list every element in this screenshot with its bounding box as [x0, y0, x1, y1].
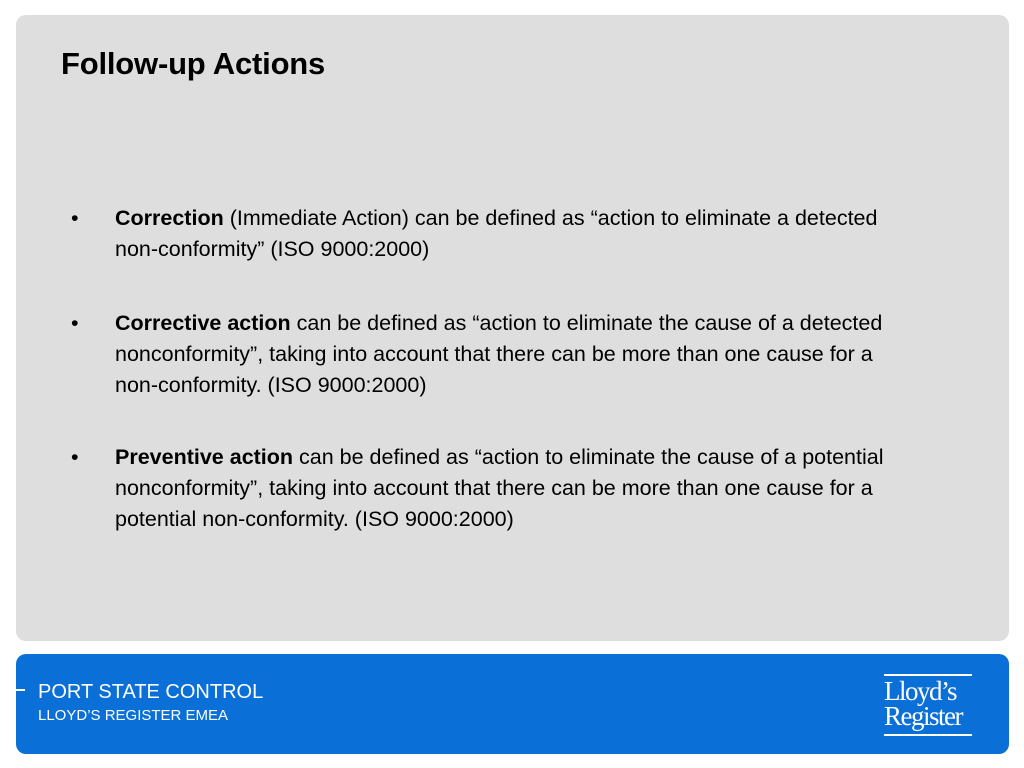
logo-line-1: Lloyd’s [884, 676, 957, 706]
bullet-text: can be defined as “action to eliminate the cause of a potential nonconformity”, taking into account that there can be more than one cause for a potential non-conformity. (ISO 9000:2000) [115, 445, 884, 531]
lloyds-register-logo [880, 672, 978, 738]
logo-line-2: Register [884, 701, 962, 731]
bullet-item-corrective-action [71, 308, 921, 401]
bullet-list [71, 203, 921, 578]
bullet-term: Preventive action [115, 445, 294, 469]
bullet-marker: • [71, 206, 79, 230]
bullet-item-preventive-action [71, 442, 921, 535]
bullet-text: can be defined as “action to eliminate the cause of a detected nonconformity”, taking into account that there can be more than one cause for a non-conformity. (ISO 9000:2000) [115, 311, 883, 397]
footer-subtitle: LLOYD’S REGISTER EMEA [38, 707, 229, 724]
footer-dash-decoration [15, 689, 25, 691]
bullet-marker: • [71, 311, 79, 335]
logo-rule-bottom [884, 734, 972, 736]
bullet-text: (Immediate Action) can be defined as “action to eliminate a detected non-conformity” (ISO 9000:2000) [115, 206, 878, 261]
bullet-item-correction [71, 203, 921, 265]
footer-title: PORT STATE CONTROL [38, 681, 264, 703]
bullet-marker: • [71, 445, 79, 469]
footer-bar [16, 654, 1009, 754]
bullet-term: Corrective action [115, 311, 291, 335]
slide-title: Follow-up Actions [61, 46, 326, 81]
bullet-term: Correction [115, 206, 224, 230]
